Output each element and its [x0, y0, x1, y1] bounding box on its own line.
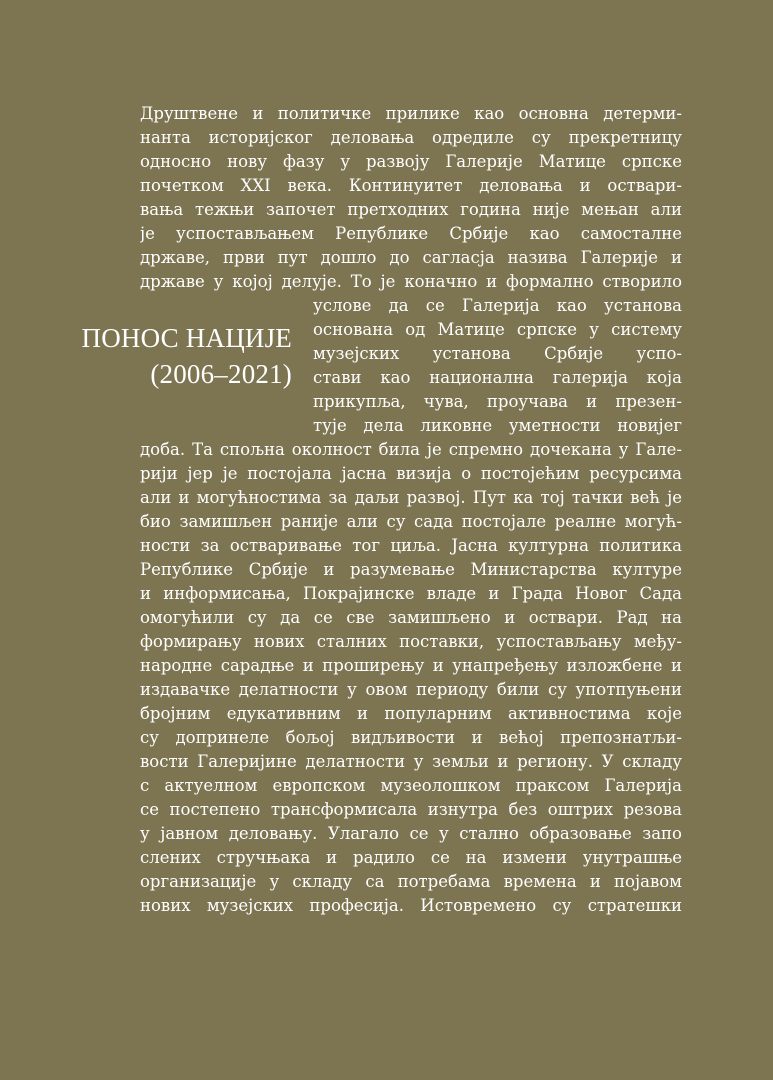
text-line: био замишљен раније али су сада постојале реалне могућ-: [140, 512, 682, 531]
text-line: организације у складу са потребама времена и појавом: [140, 872, 682, 891]
text-line: почетком XXI века. Континуитет деловања и оствари-: [140, 176, 682, 195]
text-line: вости Галеријине делатности у земљи и региону. У складу: [140, 752, 682, 771]
text-line: вања тежњи започет претходних година није мењан али: [140, 200, 682, 219]
text-line: односно нову фазу у развоју Галерије Матице српске: [140, 152, 682, 171]
text-line: музејских установа Србије успо-: [313, 344, 682, 363]
text-line: државе, први пут дошло до сагласја назива Галерије и: [140, 248, 682, 267]
text-line: рији јер је постојала јасна визија о постојећим ресурсима: [140, 464, 682, 483]
text-line: с актуелном европском музеолошком праксом Галерија: [140, 776, 682, 795]
text-line: ности за остваривање тог циља. Јасна културна политика: [140, 536, 682, 555]
text-line: слених стручњака и радило се на измени унутрашње: [140, 848, 682, 867]
text-line: тује дела ликовне уметности новијег: [313, 416, 682, 435]
chapter-title-text: ПОНОС НАЦИЈЕ: [81, 323, 292, 353]
text-line: нанта историјског деловања одредиле су прекретницу: [140, 128, 682, 147]
text-line: омогућили су да се све замишљено и оствари. Рад на: [140, 608, 682, 627]
text-line: бројним едукативним и популарним активностима које: [140, 704, 682, 723]
text-line: формирању нових сталних поставки, успостављању међу-: [140, 632, 682, 651]
text-line: доба. Та спољна околност била је спремно дочекана у Гале-: [140, 440, 682, 459]
text-line: у јавном деловању. Улагало се у стално образовање запо: [140, 824, 682, 843]
text-line: нових музејских професија. Истовремено су стратешки: [140, 896, 682, 915]
text-line: је успостављањем Републике Србије као самосталне: [140, 224, 682, 243]
text-line: су допринеле бољој видљивости и већој препознатљи-: [140, 728, 682, 747]
text-line: Друштвене и политичке прилике као основна детерми-: [140, 104, 682, 123]
text-line: издавачке делатности у овом периоду били су употпуњени: [140, 680, 682, 699]
chapter-title: [0, 320, 292, 392]
text-line: прикупља, чува, проучава и презен-: [313, 392, 682, 411]
text-line: државе у којој делује. То је коначно и формално створило: [140, 272, 682, 291]
chapter-title-years: (2006–2021): [150, 359, 292, 389]
text-line: али и могућностима за даљи развој. Пут ка тој тачки већ је: [140, 488, 682, 507]
text-line: се постепено трансформисала изнутра без оштрих резова: [140, 800, 682, 819]
text-line: Републике Србије и разумевање Министарства културе: [140, 560, 682, 579]
text-line: услове да се Галерија као установа: [313, 296, 682, 315]
text-line: стави као национална галерија која: [313, 368, 682, 387]
text-line: народне сарадње и проширењу и унапређењу изложбене и: [140, 656, 682, 675]
text-line: и информисања, Покрајинске владе и Града Новог Сада: [140, 584, 682, 603]
text-line: основана од Матице српске у систему: [313, 320, 682, 339]
